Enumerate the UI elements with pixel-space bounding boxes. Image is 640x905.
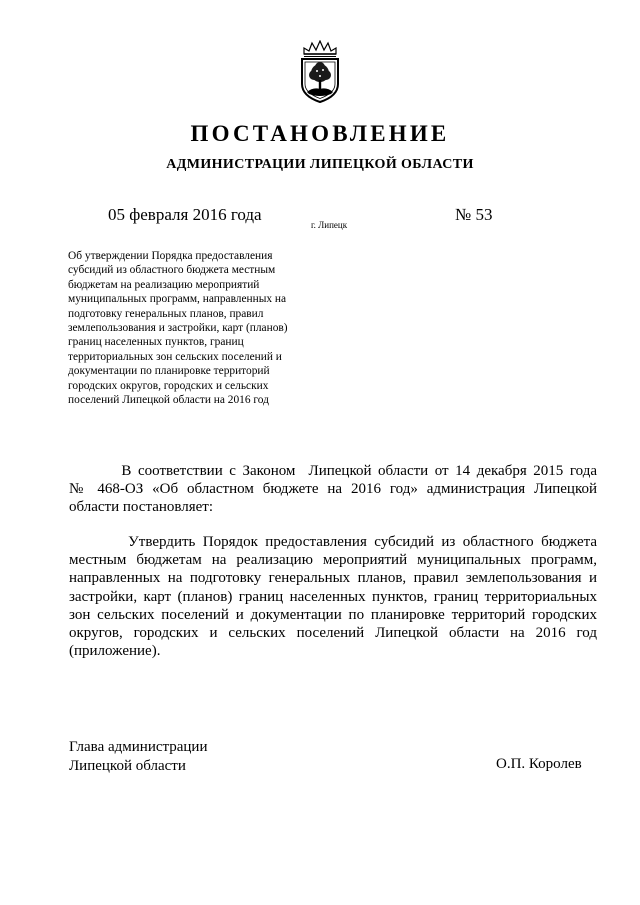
signatory-name: О.П. Королев <box>496 756 582 772</box>
paragraph-line: округов, городских и сельских поселений Липецкой области на 2016 год <box>69 625 597 642</box>
document-subject <box>68 249 318 407</box>
document-date: 05 февраля 2016 года <box>108 205 262 224</box>
subject-line: Об утверждении Порядка предоставления <box>68 250 273 262</box>
document-subtitle: АДМИНИСТРАЦИИ ЛИПЕЦКОЙ ОБЛАСТИ <box>166 157 474 172</box>
subject-line: городских округов, городских и сельских <box>68 379 269 392</box>
subject-line: документации по планировке территорий <box>68 365 270 378</box>
subject-line: территориальных зон сельских поселений и <box>68 350 282 363</box>
subject-line: подготовку генеральных планов, правил <box>68 307 264 320</box>
subject-line: землепользования и застройки, карт (планов) <box>68 322 288 335</box>
subject-line: субсидий из областного бюджета местным <box>68 264 276 277</box>
document-number: № 53 <box>455 205 493 224</box>
paragraph-line: № 468-ОЗ «Об областном бюджете на 2016 год» администрация Липецкой <box>69 481 597 498</box>
paragraph-line: области постановляет: <box>69 499 214 516</box>
signatory-position-line: Глава администрации <box>69 739 208 755</box>
paragraph-line: местным бюджетам на реализацию мероприятий муниципальных программ, <box>69 552 597 569</box>
subject-line: поселений Липецкой области на 2016 год <box>68 394 269 407</box>
signatory-position <box>69 738 207 775</box>
paragraph-line: застройки, карт (планов) границ населенных пунктов, границ территориальных <box>69 588 597 605</box>
subject-line: границ населенных пунктов, границ <box>68 336 244 349</box>
paragraph-line: В соответствии с Законом Липецкой области от 14 декабря 2015 года <box>69 463 597 479</box>
paragraph-line: Утвердить Порядок предоставления субсидий из областного бюджета <box>69 534 597 550</box>
paragraph-line: (приложение). <box>69 643 161 660</box>
paragraph-line: направленных на подготовку генеральных планов, правил землепользования и <box>69 570 597 587</box>
signatory-position-line: Липецкой области <box>69 757 186 774</box>
paragraph-line: зон сельских поселений и документации по планировке территорий городских <box>69 606 597 623</box>
document-city: г. Липецк <box>311 220 348 230</box>
preamble-paragraph <box>69 462 597 517</box>
subject-line: бюджетам на реализацию мероприятий <box>68 278 260 291</box>
subject-line: муниципальных программ, направленных на <box>68 293 287 306</box>
document-title: ПОСТАНОВЛЕНИЕ <box>190 121 450 146</box>
coat-of-arms-icon <box>296 40 344 104</box>
resolution-paragraph <box>69 533 597 660</box>
